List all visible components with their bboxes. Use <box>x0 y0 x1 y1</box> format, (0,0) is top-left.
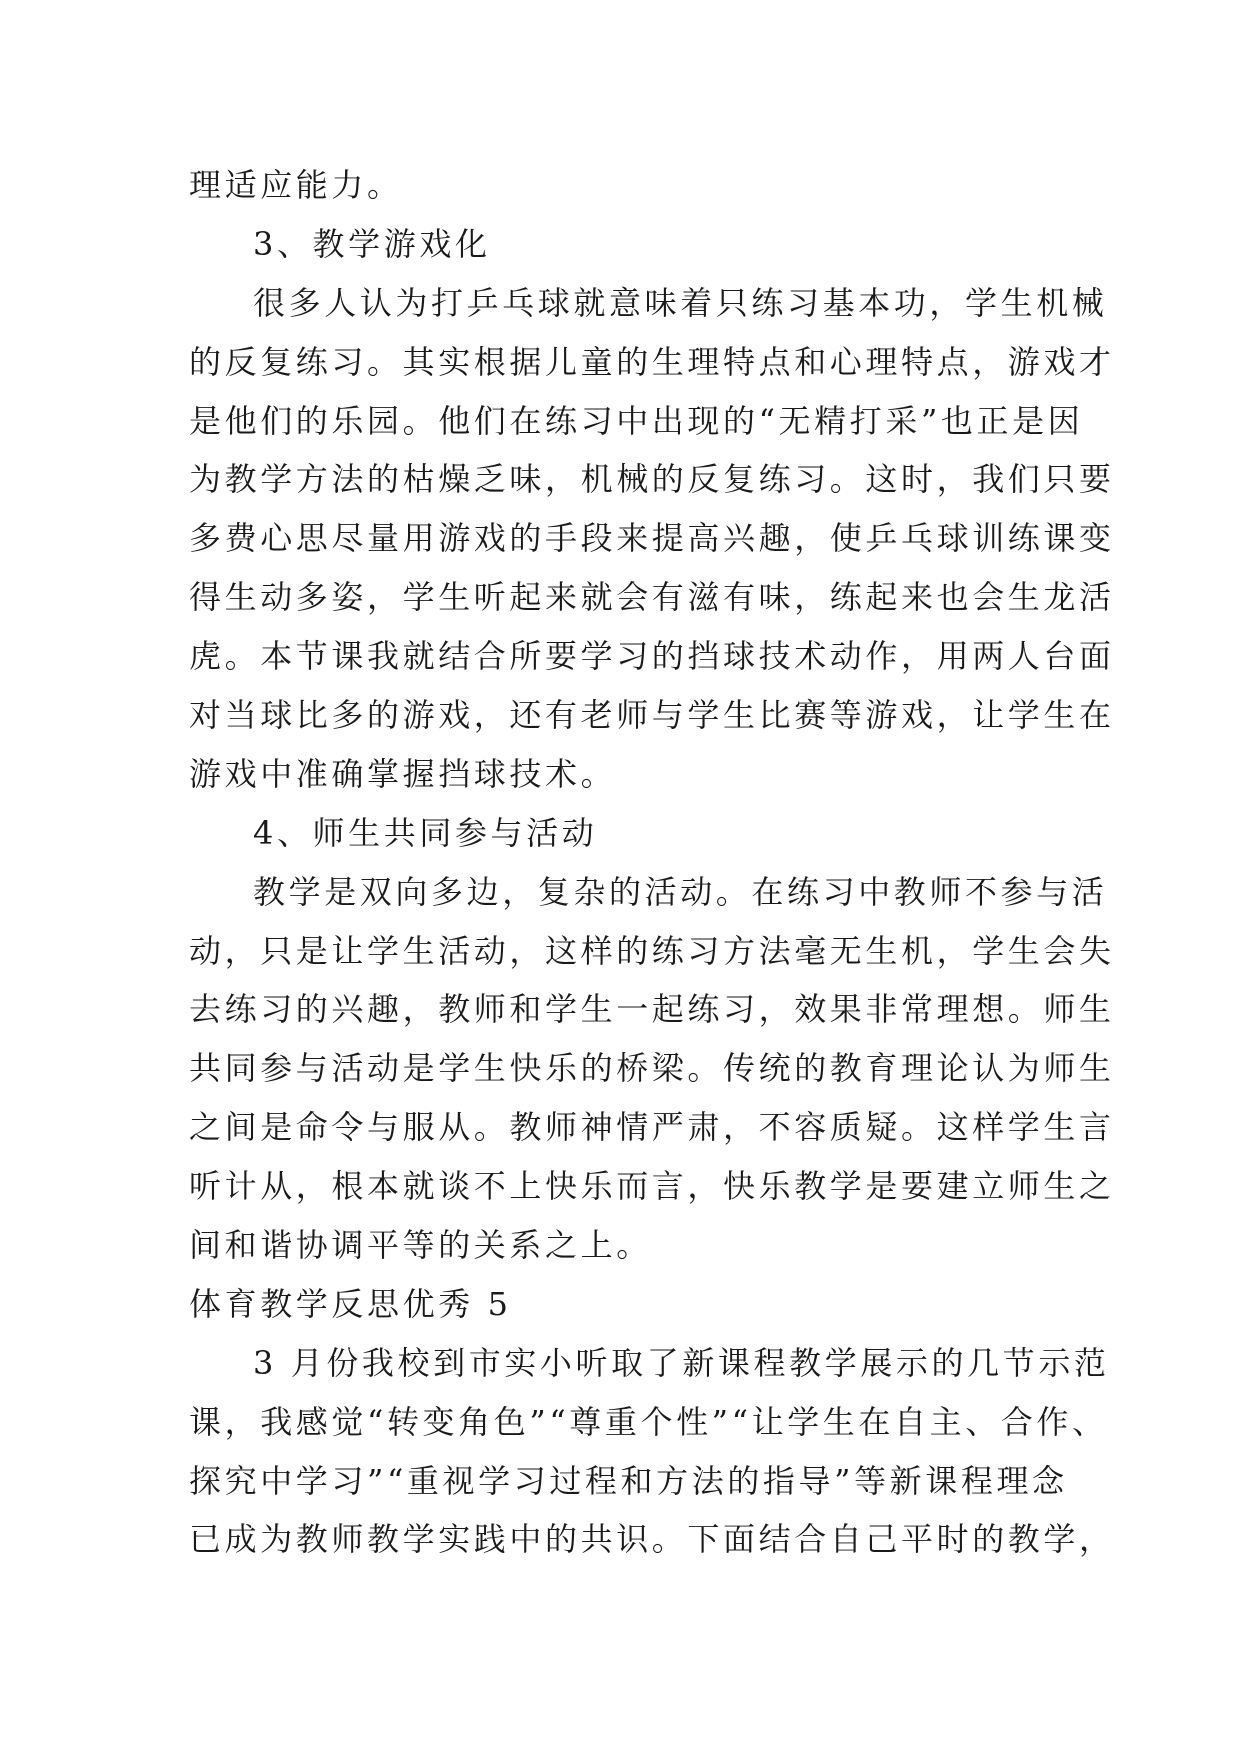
text-line: 理适应能力。 <box>189 166 403 204</box>
article-title: 体育教学反思优秀 5 <box>189 1284 512 1323</box>
text-line: 共同参与活动是学生快乐的桥梁。传统的教育理论认为师生 <box>189 1049 1115 1088</box>
text-line: 去练习的兴趣，教师和学生一起练习，效果非常理想。师生 <box>189 990 1115 1029</box>
text-line: 3 月份我校到市实小听取了新课程教学展示的几节示范 <box>253 1343 1110 1382</box>
text-line: 的反复练习。其实根据儿童的生理特点和心理特点，游戏才 <box>189 342 1115 381</box>
text-line: 之间是命令与服从。教师神情严肃，不容质疑。这样学生言 <box>189 1108 1115 1147</box>
text-line: 听计从，根本就谈不上快乐而言，快乐教学是要建立师生之 <box>189 1167 1115 1206</box>
text-line: 动，只是让学生活动，这样的练习方法毫无生机，学生会失 <box>189 931 1115 970</box>
text-line: 教学是双向多边，复杂的活动。在练习中教师不参与活 <box>253 872 1108 911</box>
text-line: 对当球比多的游戏，还有老师与学生比赛等游戏，让学生在 <box>189 696 1115 735</box>
text-line: 多费心思尽量用游戏的手段来提高兴趣，使乒乓球训练课变 <box>189 519 1115 558</box>
section-heading-3: 3、教学游戏化 <box>253 224 491 263</box>
text-line: 已成为教师教学实践中的共识。下面结合自己平时的教学， <box>189 1520 1115 1559</box>
text-line: 是他们的乐园。他们在练习中出现的“无精打采”也正是因 <box>189 401 1084 440</box>
body-text <box>189 156 1115 1569</box>
text-line: 得生动多姿，学生听起来就会有滋有味，练起来也会生龙活 <box>189 578 1115 617</box>
text-line: 为教学方法的枯燥乏味，机械的反复练习。这时，我们只要 <box>189 460 1115 499</box>
text-line: 课，我感觉“转变角色”“尊重个性”“让学生在自主、合作、 <box>189 1402 1108 1441</box>
text-line: 很多人认为打乒乓球就意味着只练习基本功，学生机械 <box>253 283 1108 322</box>
text-line: 游戏中准确掌握挡球技术。 <box>189 754 617 793</box>
text-line: 探究中学习”“重视学习过程和方法的指导”等新课程理念 <box>189 1461 1068 1500</box>
section-heading-4: 4、师生共同参与活动 <box>253 813 598 852</box>
text-line: 虎。本节课我就结合所要学习的挡球技术动作，用两人台面 <box>189 637 1115 676</box>
text-line: 间和谐协调平等的关系之上。 <box>189 1226 652 1265</box>
